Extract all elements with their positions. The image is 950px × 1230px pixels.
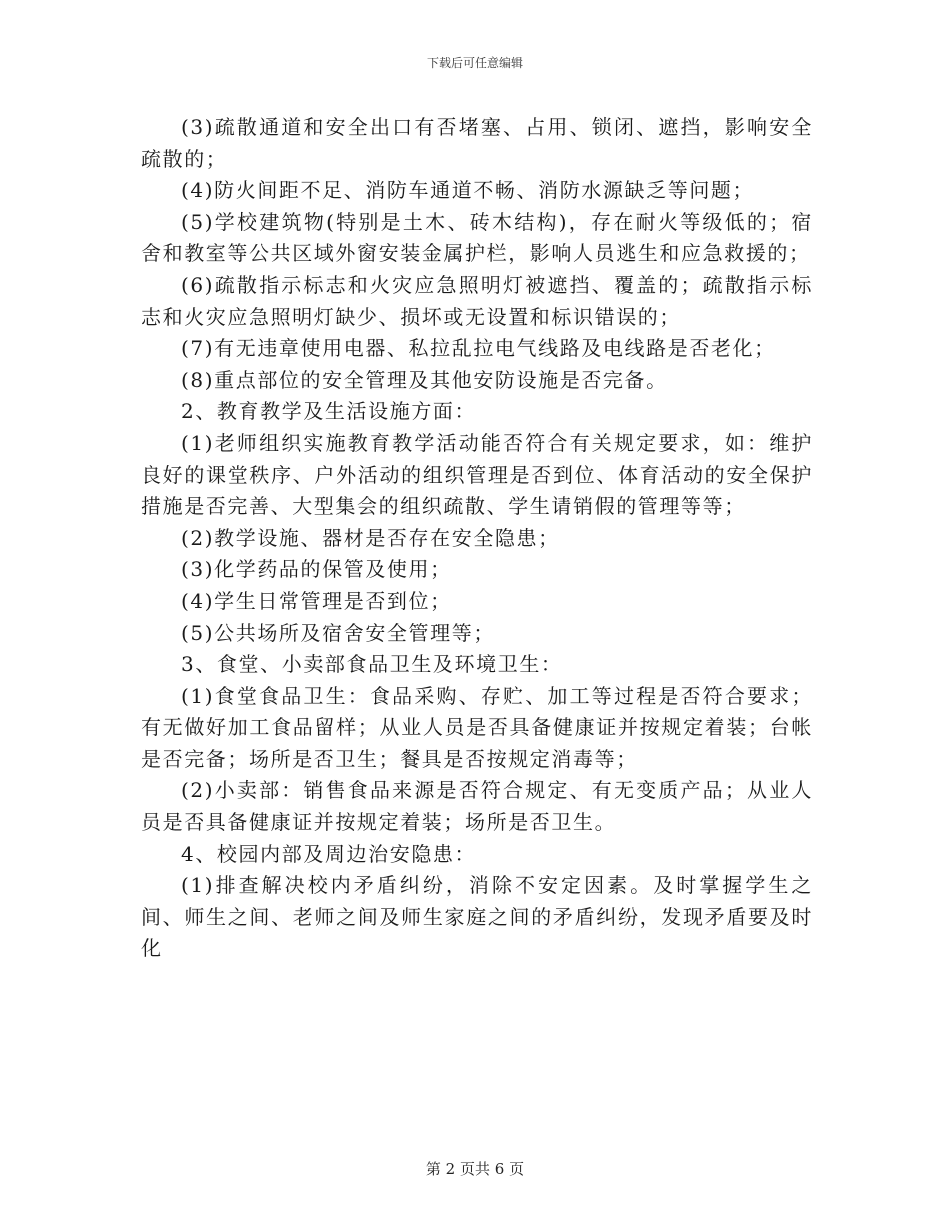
paragraph-teaching-equipment: (2)教学设施、器材是否存在安全隐患； [181,525,560,550]
section-heading-canteen: 3、食堂、小卖部食品卫生及环境卫生： [181,652,563,677]
paragraph-fire-spacing: (4)防火间距不足、消防车通道不畅、消防水源缺乏等问题； [181,178,755,203]
document-body [141,112,813,965]
section-heading-security: 4、校园内部及周边治安隐患： [181,841,477,866]
paragraph-canteen-hygiene: (1)食堂食品卫生：食品采购、存贮、加工等过程是否符合要求；有无做好加工食品留样；从业人员是否具备健康证并按规定着装；台帐是否完备；场所是否卫生；餐具是否按规定消毒等； [141,683,813,771]
paragraph-student-management: (4)学生日常管理是否到位； [181,588,452,613]
paragraph-fire-exit: (3)疏散通道和安全出口有否堵塞、占用、锁闭、遮挡，影响安全疏散的； [141,115,813,171]
paragraph-buildings: (5)学校建筑物(特别是土木、砖木结构)，存在耐火等级低的；宿舍和教室等公共区域外窗安装金属护栏，影响人员逃生和应急救援的； [141,209,813,266]
paragraph-chemicals: (3)化学药品的保管及使用； [181,557,452,582]
paragraph-evacuation-signs: (6)疏散指示标志和火灾应急照明灯被遮挡、覆盖的；疏散指示标志和火灾应急照明灯缺少、损坏或无设置和标识错误的； [141,272,813,329]
paragraph-electrical: (7)有无违章使用电器、私拉乱拉电气线路及电线路是否老化； [181,336,776,361]
paragraph-teaching-activities: (1)老师组织实施教育教学活动能否符合有关规定要求，如：维护良好的课堂秩序、户外活动的组织管理是否到位、体育活动的安全保护措施是否完善、大型集会的组织疏散、学生请销假的管理等等； [141,430,813,519]
paragraph-key-areas: (8)重点部位的安全管理及其他安防设施是否完备。 [181,367,668,392]
page-header: 下载后可任意编辑 [426,56,523,70]
paragraph-disputes: (1)排查解决校内矛盾纠纷，消除不安定因素。及时掌握学生之间、师生之间、老师之间及师生家庭之间的矛盾纠纷，发现矛盾要及时化 [141,873,813,961]
paragraph-shop: (2)小卖部：销售食品来源是否符合规定、有无变质产品；从业人员是否具备健康证并按规定着装；场所是否卫生。 [141,778,813,835]
paragraph-public-places: (5)公共场所及宿舍安全管理等； [181,620,495,645]
page-number: 第 2 页共 6 页 [425,1160,525,1178]
section-heading-teaching: 2、教育教学及生活设施方面： [181,399,477,424]
